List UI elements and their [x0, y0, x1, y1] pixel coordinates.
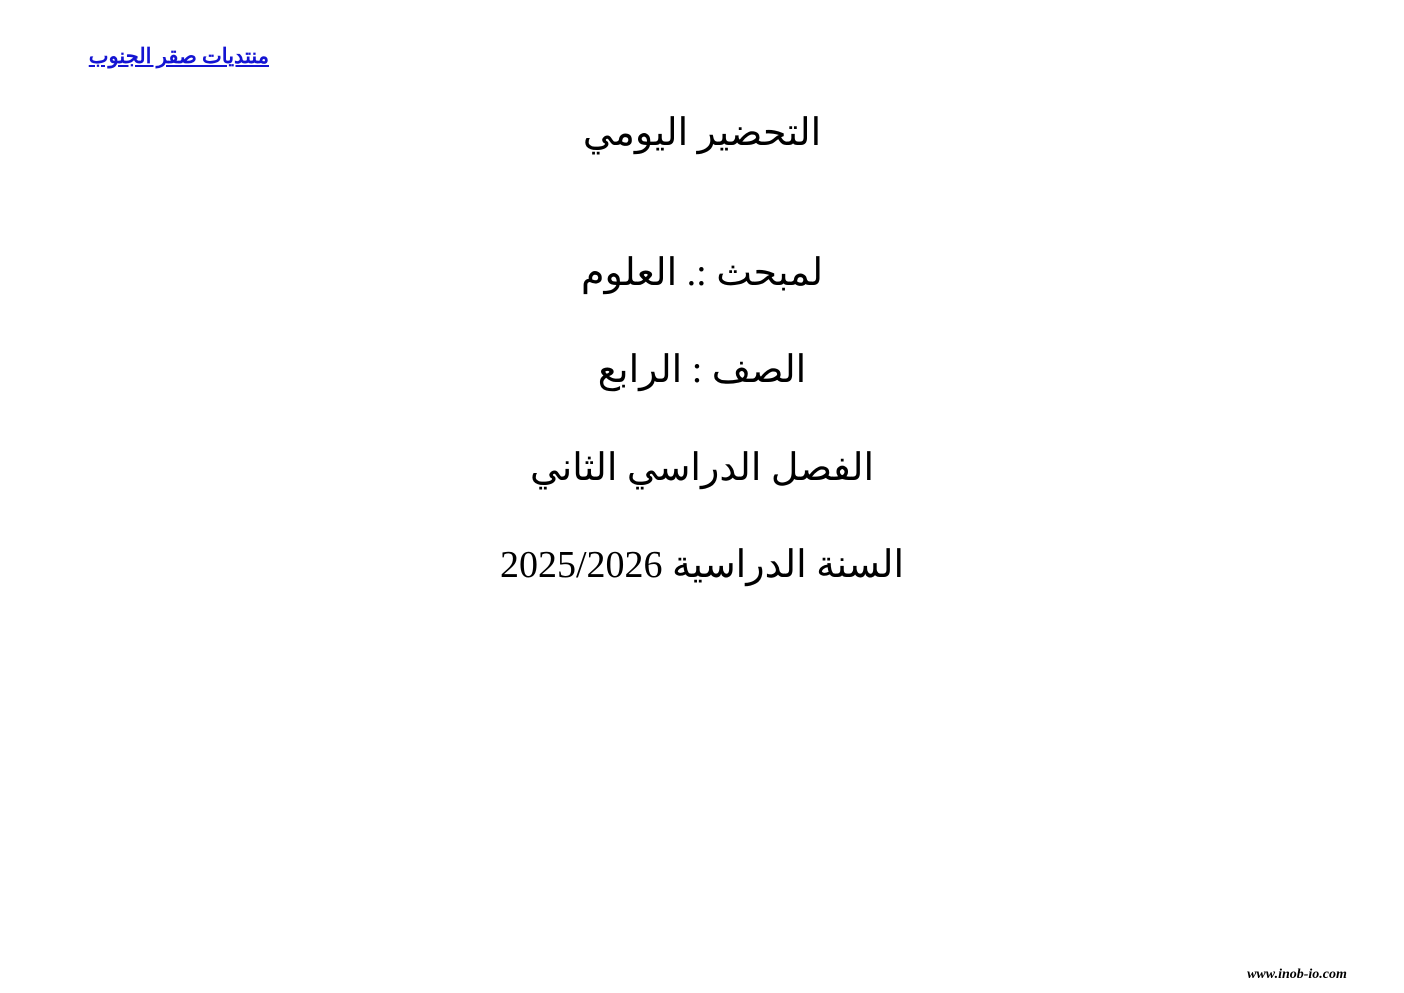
term-line: الفصل الدراسي الثاني: [529, 446, 875, 489]
grade-line: الصف : الرابع: [597, 349, 807, 391]
document-body: [0, 110, 1404, 590]
footer-website: www.inob-io.com: [1247, 967, 1347, 982]
academic-year-line: السنة الدراسية 2025/2026: [499, 544, 905, 586]
forum-link[interactable]: منتديات صقر الجنوب: [88, 44, 269, 68]
page-title: التحضير اليومي: [582, 112, 822, 154]
subject-line: لمبحث :. العلوم: [580, 251, 824, 294]
